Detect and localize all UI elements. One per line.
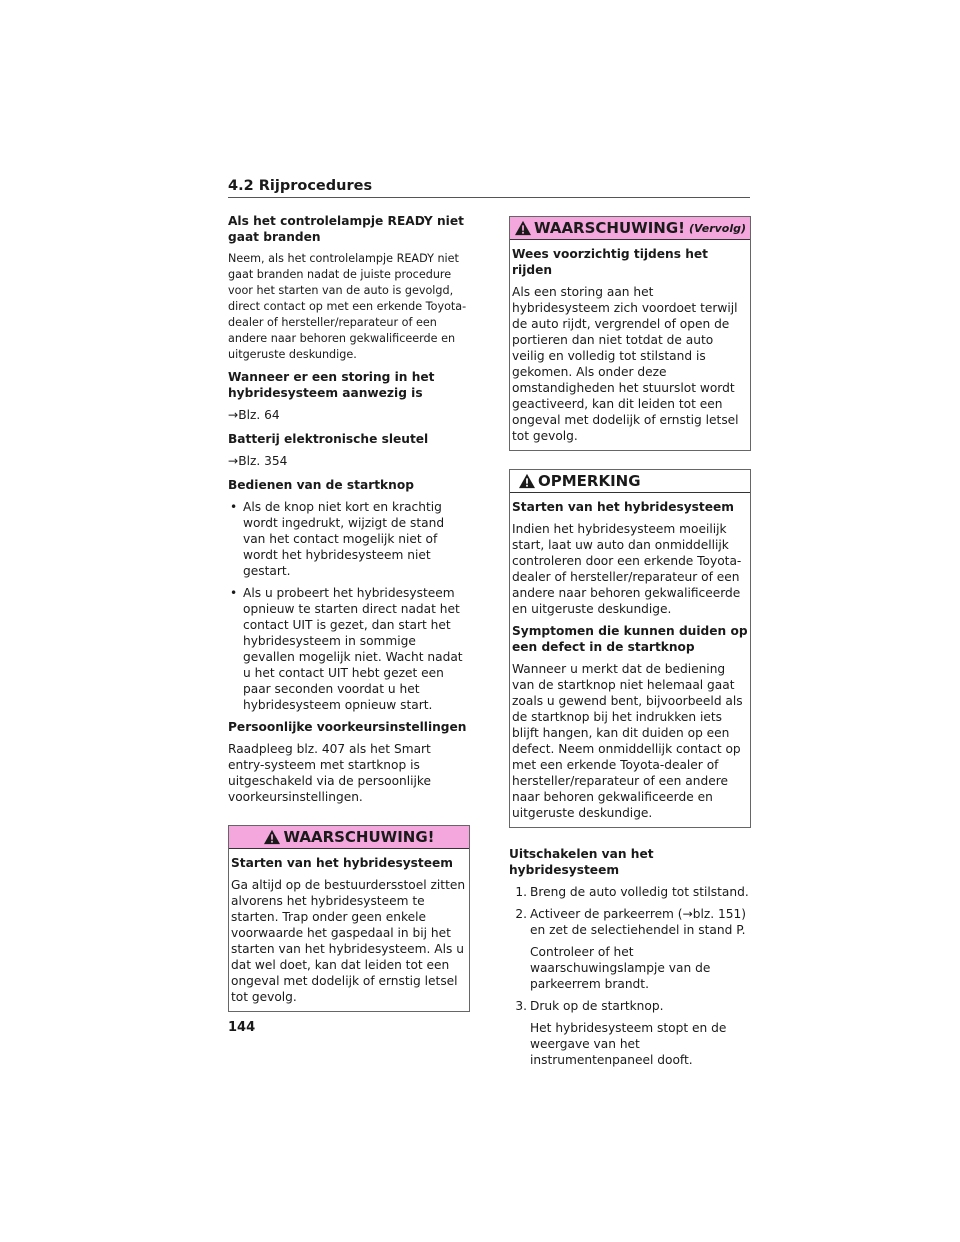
page-ref-link[interactable]: →Blz. 354 bbox=[228, 454, 288, 468]
right-column bbox=[509, 216, 751, 1074]
steps-list bbox=[509, 884, 751, 1068]
list-item: 1. Breng de auto volledig tot stilstand. bbox=[515, 885, 749, 899]
warning-box-continued bbox=[509, 216, 751, 451]
notice-heading: Starten van het hybridesysteem bbox=[512, 500, 734, 514]
warning-heading: Wees voorzichtig tijdens het rijden bbox=[512, 247, 708, 277]
notice-text: Indien het hybridesysteem moeilijk start, laat uw auto dan onmiddellijk controleren door een erkende Toyota-dealer of hersteller/reparateur of een andere naar behoren gekwalificeerde en uitgeruste deskundige. bbox=[512, 522, 742, 616]
page-number: 144 bbox=[228, 1020, 256, 1035]
list-item: 2. Activeer de parkeerrem (→blz. 151) en zet de selectiehendel in stand P. Controleer of het waarschuwingslampje van de parkeerrem brandt. bbox=[515, 907, 747, 991]
list-item: • Als de knop niet kort en krachtig wordt ingedrukt, wijzigt de stand van het contact mogelijk niet of wordt het hybridesysteem niet gestart. bbox=[228, 499, 470, 579]
list-item: • Als u probeert het hybridesysteem opnieuw te starten direct nadat het contact UIT is gezet, dan start het hybridesysteem in sommige gevallen mogelijk niet. Wacht nadat u het contact UIT hebt gezet een paar seconden voordat u het hybridesysteem opnieuw start. bbox=[228, 585, 470, 713]
notice-heading: Symptomen die kunnen duiden op een defect in de startknop bbox=[512, 624, 748, 654]
list-item: 3. Druk op de startknop. Het hybridesysteem stopt en de weergave van het instrumentenpaneel dooft. bbox=[515, 999, 727, 1067]
heading-key-battery: Batterij elektronische sleutel bbox=[228, 432, 429, 446]
warning-box bbox=[228, 825, 470, 1012]
notice-title: OPMERKING bbox=[538, 472, 641, 490]
page-ref-link[interactable]: →Blz. 64 bbox=[228, 408, 280, 422]
warning-heading: Starten van het hybridesysteem bbox=[231, 856, 453, 870]
heading-hybrid-fault: Wanneer er een storing in het hybridesysteem aanwezig is bbox=[228, 370, 435, 400]
notice-box-header bbox=[510, 470, 750, 493]
heading-ready-lamp: Als het controlelampje READY niet gaat branden bbox=[228, 214, 464, 244]
notice-text: Wanneer u merkt dat de bediening van de startknop niet helemaal gaat zoals u gewend bent, bijvoorbeeld als de startknop bij het indrukken iets blijft hangen, kan dit duiden op een defect. Neem onmiddellijk contact op met een erkende Toyota-dealer of hersteller/reparateur of een andere naar behoren gekwalificeerde en uitgeruste deskundige. bbox=[512, 662, 743, 820]
warning-triangle-icon bbox=[518, 473, 536, 489]
warning-triangle-icon bbox=[263, 829, 281, 845]
paragraph-ready-lamp: Neem, als het controlelampje READY niet gaat branden nadat de juiste procedure voor het starten van de auto is gevolgd, direct contact op met een erkende Toyota-dealer of hersteller/reparateur of een andere naar behoren gekwalificeerde en uitgeruste deskundige. bbox=[228, 252, 467, 361]
warning-title: WAARSCHUWING! bbox=[283, 828, 435, 846]
warning-triangle-icon bbox=[514, 220, 532, 236]
bullet-list bbox=[228, 499, 470, 713]
section-header: 4.2 Rijprocedures bbox=[228, 178, 750, 198]
warning-box-header bbox=[510, 217, 750, 240]
continued-label: (Vervolg) bbox=[689, 221, 747, 235]
heading-personal-settings: Persoonlijke voorkeursinstellingen bbox=[228, 720, 467, 734]
paragraph-personal-settings: Raadpleeg blz. 407 als het Smart entry-systeem met startknop is uitgeschakeld via de persoonlijke voorkeursinstellingen. bbox=[228, 742, 432, 804]
warning-box-header bbox=[229, 826, 469, 849]
notice-box bbox=[509, 469, 751, 828]
warning-text: Ga altijd op de bestuurdersstoel zitten alvorens het hybridesysteem te starten. Trap onder geen enkele voorwaarde het gaspedaal in bij het starten van het hybridesysteem. Als u dat wel doet, kan dat leiden tot een ongeval met dodelijk of ernstig letsel tot gevolg. bbox=[231, 878, 466, 1004]
heading-start-button: Bedienen van de startknop bbox=[228, 478, 414, 492]
warning-title: WAARSCHUWING! bbox=[533, 219, 685, 237]
left-column bbox=[228, 213, 470, 1030]
warning-text: Als een storing aan het hybridesysteem zich voordoet terwijl de auto rijdt, vergrendel of open de portieren dan niet totdat de auto veilig en volledig tot stilstand is gekomen. Als onder deze omstandigheden het stuurslot wordt geactiveerd, kan dit leiden tot een ongeval met dodelijk of ernstig letsel tot gevolg. bbox=[512, 285, 739, 443]
heading-shutdown: Uitschakelen van het hybridesysteem bbox=[509, 847, 654, 877]
